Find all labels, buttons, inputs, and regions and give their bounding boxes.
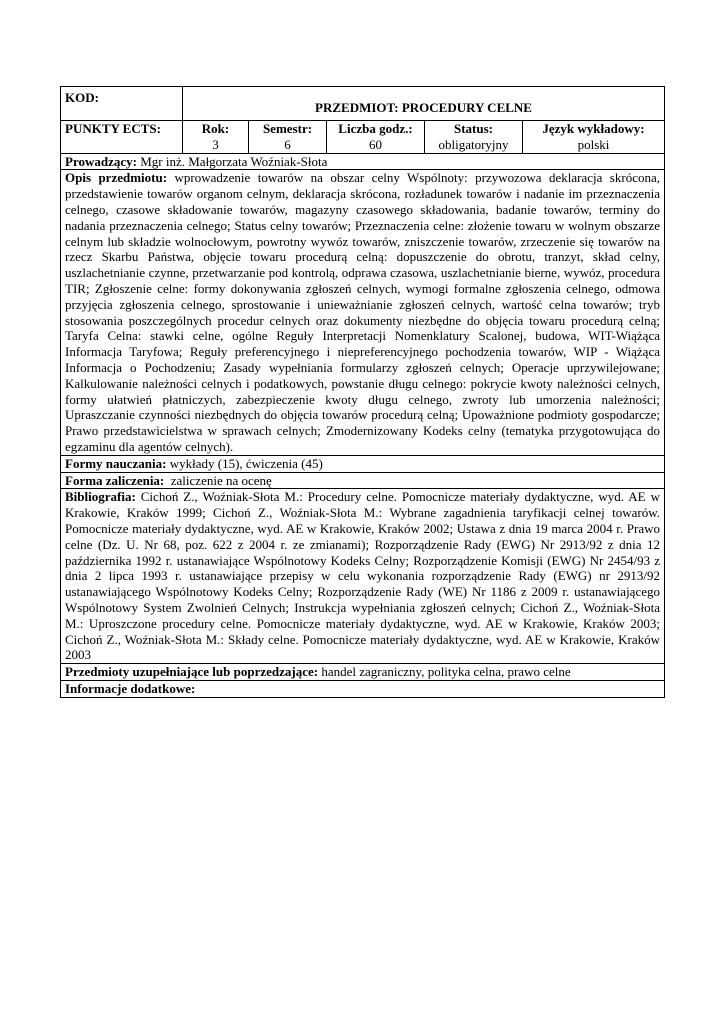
informacje-row [61, 680, 665, 697]
opis-value: wprowadzenie towarów na obszar celny Wspólnoty: przywozowa deklaracja skrócona, przedstawienie towarów organom celnym, deklaracja skrócona, rozładunek towarów i nadanie im przeznaczenia celnego, czasowe składowanie towarów, magazyny czasowego składowania, badanie towarów, terminy do nadania przeznaczenia celnego; Status celny towarów; Przeznaczenia celne: złożenie towaru w wolnym obszarze celnym lub składzie wolnocłowym, powrotny wywóz towarów, zniszczenie towarów, zrzeczenie się towarów na rzecz Skarbu Państwa, objęcie towaru procedurą celną: dopuszczenie do obrotu, tranzyt, skład celny, uszlachetnianie czynne, przetwarzanie pod kontrolą, odprawa czasowa, uszlachetnianie bierne, wywóz, procedura TIR; Zgłoszenie celne: formy dokonywania zgłoszeń celnych, wymogi formalne zgłoszenia celnego, odmowa przyjęcia zgłoszenia celnego, sprostowanie i unieważnianie zgłoszeń celnych, wartość celna towarów; tryb stosowania poszczególnych procedur celnych oraz dokumenty niezbędne do objęcia towaru procedurą celną; Taryfa Celna: stawki celne, ogólne Reguły Interpretacji Nomenklatury Scalonej, budowa, WIT-Wiążąca Informacja Taryfowa; Reguły preferencyjnego i niepreferencyjnego pochodzenia towarów, WIP - Wiążąca Informacja o Pochodzeniu; Zasady wypełniania formularzy zgłoszeń celnych; Operacje uprzywilejowane; Kalkulowanie należności celnych i podatkowych, powstanie długu celnego: pokrycie kwoty należności celnych, formy ułatwień płatniczych, zabezpieczenie kwoty długu celnego, zwroty lub umorzenia należności; Upraszczanie czynności niezbędnych do objęcia towarów procedurą celną; Upoważnione podmioty gospodarcze; Prawo przedstawicielstwa w sprawach celnych; Zmodernizowany Kodeks celny (tematyka przygotowująca do egzaminu dla agentów celnych). [65, 170, 660, 454]
przedmioty-row [61, 664, 665, 681]
kod-cell [61, 87, 183, 121]
informacje-cell [61, 680, 665, 697]
bibliografia-row [61, 489, 665, 664]
kod-row [61, 87, 665, 121]
course-table [60, 86, 665, 698]
forma-zaliczenia-label: Forma zaliczenia: [65, 472, 165, 488]
informacje-label: Informacje dodatkowe: [65, 680, 196, 696]
liczba-godz-label: Liczba godz.: [338, 121, 413, 136]
liczba-godz-cell [327, 121, 425, 154]
semestr-label: Semestr: [262, 121, 313, 136]
formy-value: wykłady (15), ćwiczenia (45) [166, 455, 323, 471]
rok-value: 3 [212, 136, 219, 152]
status-value: obligatoryjny [438, 136, 509, 152]
bibliografia-value: Cichoń Z., Woźniak-Słota M.: Procedury celne. Pomocnicze materiały dydaktyczne, wyd. AE w Krakowie, Kraków 1999; Cichoń Z., Woźniak-Słota M.: Wybrane zagadnienia taryfikacji celnej towarów. Pomocnicze materiały dydaktyczne, wyd. AE w Krakowie, Kraków 2002; Ustawa z dnia 19 marca 2004 r. Prawo celne (Dz. U. Nr 68, poz. 622 z 2004 r. ze zmianami); Rozporządzenie Rady (EWG) Nr 2913/92 z dnia 12 października 1992 r. ustanawiające Wspólnotowy Kodeks Celny; Rozporządzenie Komisji (EWG) Nr 2454/93 z dnia 2 lipca 1993 r. ustanawiające przepisy w celu wykonania rozporządzenie Rady (EWG) nr 2913/92 ustanawiającego Wspólnotowy Kodeks Celny; Rozporządzenie Rady (WE) Nr 1186 z 2009 r. ustanawiającego Wspólnotowy System Zwolnień Celnych; Instrukcja wypełniania zgłoszeń celnych; Cichoń Z., Woźniak-Słota M.: Uproszczone procedury celne. Pomocnicze materiały dydaktyczne, wyd. AE w Krakowie, Kraków 2003; Cichoń Z., Woźniak-Słota M.: Składy celne. Pomocnicze materiały dydaktyczne, wyd. AE w Krakowie, Kraków 2003 [65, 489, 660, 663]
formy-row [61, 455, 665, 472]
bibliografia-cell [61, 489, 665, 664]
jezyk-label: Język wykładowy: [542, 121, 645, 136]
prowadzacy-cell [61, 153, 665, 170]
opis-cell [61, 170, 665, 455]
opis-label: Opis przedmiotu: [65, 170, 168, 186]
forma-zaliczenia-value: zaliczenie na ocenę [164, 472, 272, 488]
prowadzacy-row [61, 153, 665, 170]
przedmioty-cell [61, 664, 665, 681]
kod-label: KOD: [65, 90, 99, 105]
formy-label: Formy nauczania: [65, 455, 167, 471]
przedmioty-value: handel zagraniczny, polityka celna, prawo celne [318, 664, 571, 680]
opis-row [61, 170, 665, 455]
forma-zaliczenia-cell [61, 472, 665, 489]
rok-label: Rok: [201, 121, 230, 136]
prowadzacy-label: Prowadzący: [65, 153, 137, 169]
ects-row [61, 121, 665, 154]
liczba-godz-value: 60 [369, 136, 382, 152]
semestr-cell [249, 121, 327, 154]
status-cell [425, 121, 523, 154]
forma-zaliczenia-row [61, 472, 665, 489]
course-sheet [60, 86, 664, 698]
przedmiot-cell: PRZEDMIOT: PROCEDURY CELNE [183, 87, 665, 121]
jezyk-cell [523, 121, 665, 154]
przedmioty-label: Przedmioty uzupełniające lub poprzedzające: [65, 664, 319, 680]
formy-cell [61, 455, 665, 472]
jezyk-value: polski [577, 136, 610, 152]
rok-cell [183, 121, 249, 154]
semestr-value: 6 [284, 136, 291, 152]
bibliografia-label: Bibliografia: [65, 489, 136, 505]
punkty-ects-cell: PUNKTY ECTS: [61, 121, 183, 154]
prowadzacy-value: Mgr inż. Małgorzata Woźniak-Słota [136, 153, 328, 169]
status-label: Status: [453, 121, 493, 136]
